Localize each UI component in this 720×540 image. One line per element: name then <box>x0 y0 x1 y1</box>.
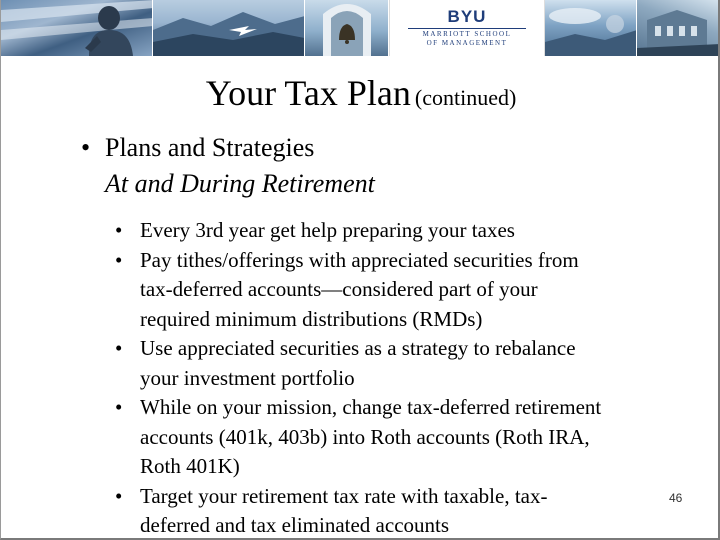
sub-bullet-text: Pay tithes/offerings with appreciated securities from tax-deferred accounts—considered part of your required minimum distributions (RMDs) <box>140 247 579 331</box>
sub-bullet-item <box>115 246 610 335</box>
logo-byu: BYU <box>447 7 487 26</box>
slide-title <box>1 72 720 114</box>
sub-bullet-item <box>115 334 610 393</box>
banner-photo-building <box>637 0 720 56</box>
banner-photo-bell <box>305 0 389 56</box>
banner-photo-sky <box>545 0 637 56</box>
page-number: 46 <box>669 491 683 505</box>
header-banner <box>1 0 720 56</box>
slide-body <box>81 132 681 540</box>
sub-bullet-text: Target your retirement tax rate with taxable, tax-deferred and tax eliminated accounts <box>140 483 548 537</box>
logo-divider <box>408 28 526 29</box>
sub-bullet-text: Use appreciated securities as a strategy to rebalance your investment portfolio <box>140 336 576 390</box>
subheading: At and During Retirement <box>105 169 375 198</box>
sub-bullet-item <box>115 482 610 540</box>
bullet-icon: • <box>81 133 91 162</box>
title-suffix: (continued) <box>414 85 517 110</box>
sub-bullet-text: While on your mission, change tax-deferred retirement accounts (401k, 403b) into Roth accounts (Roth IRA, Roth 401K) <box>140 395 602 478</box>
logo-school-subtitle: OF MANAGEMENT <box>426 39 508 47</box>
sub-bullet-list <box>81 216 681 540</box>
sub-bullet-item <box>115 216 610 246</box>
bullet-icon: • <box>115 483 123 508</box>
bullet-icon: • <box>115 395 123 419</box>
bullet-icon: • <box>115 218 123 242</box>
bullet-level1 <box>81 132 681 164</box>
banner-photo-statue <box>1 0 153 56</box>
bullet-icon: • <box>115 336 123 360</box>
bullet-level1-text: Plans and Strategies <box>105 133 315 162</box>
title-main: Your Tax Plan <box>205 73 411 113</box>
sub-bullet-text: Every 3rd year get help preparing your taxes <box>140 218 515 242</box>
sub-bullet-item <box>115 393 610 482</box>
bullet-icon: • <box>115 247 123 272</box>
byu-marriott-logo <box>389 0 545 56</box>
banner-photo-mountain <box>153 0 305 56</box>
logo-school-name: MARRIOTT SCHOOL <box>422 30 512 38</box>
